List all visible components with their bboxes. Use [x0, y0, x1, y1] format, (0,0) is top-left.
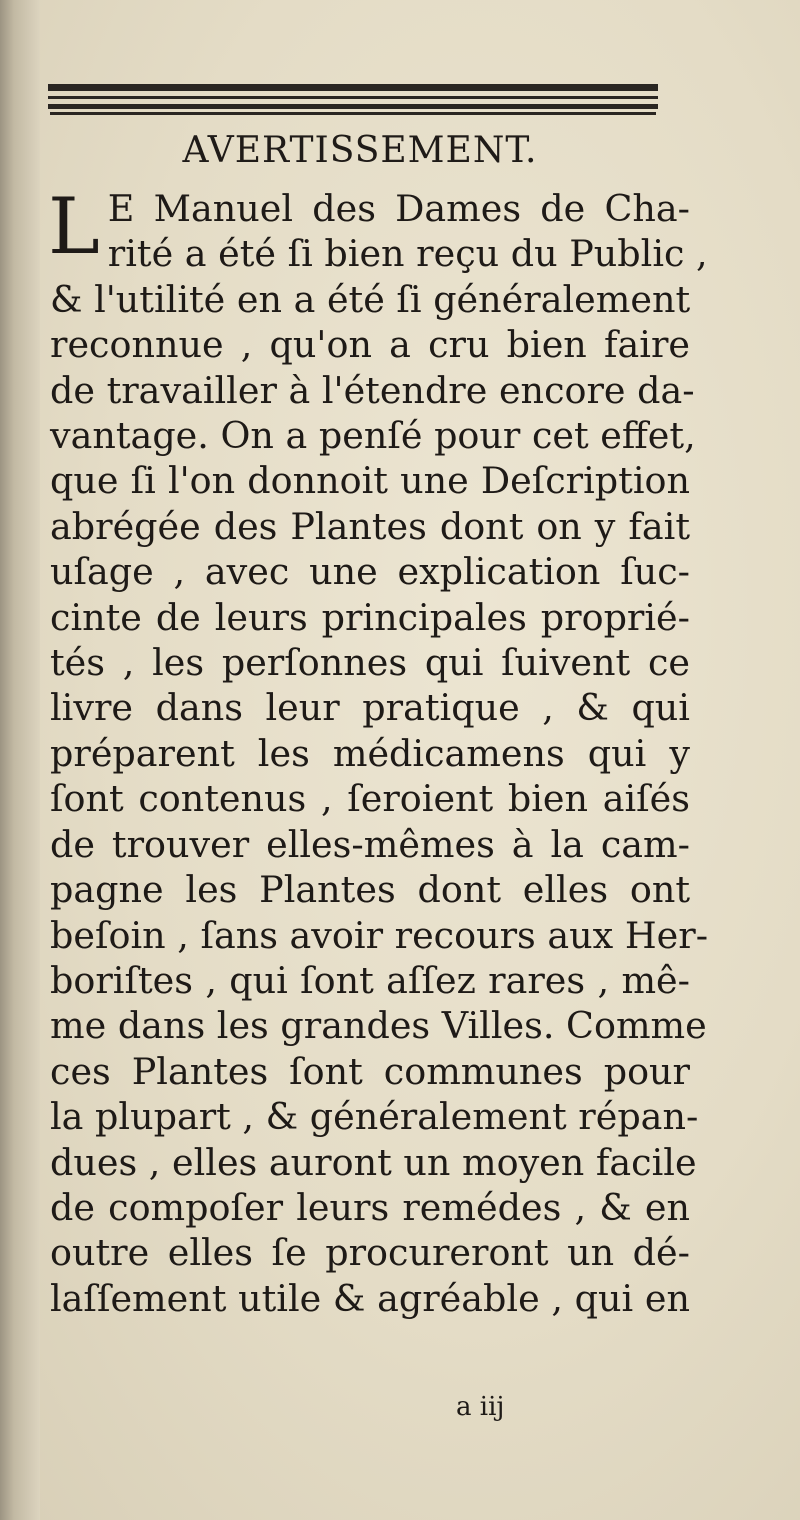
text-line: me dans les grandes Villes. Comme: [50, 1004, 707, 1048]
text-line: ſont contenus , ſeroient bien aiſés: [50, 777, 690, 821]
text-line: rité a été ſi bien reçu du Public ,: [107, 232, 708, 276]
text-line: de compoſer leurs remédes , & en: [50, 1185, 690, 1229]
text-line: laſſement utile & agréable , qui en: [50, 1276, 690, 1320]
text-line: ces Plantes ſont communes pour: [50, 1049, 690, 1093]
page-gutter-shadow: [0, 0, 40, 1520]
text-line: de travailler à l'étendre encore da-: [50, 368, 695, 412]
text-line: de trouver elles-mêmes à la cam-: [50, 822, 690, 866]
page-heading: AVERTISSEMENT.: [182, 130, 538, 171]
text-line: abrégée des Plantes dont on y fait: [50, 504, 690, 548]
text-line: vantage. On a penſé pour cet effet,: [50, 414, 696, 458]
drop-cap: L: [48, 182, 100, 272]
text-line: dues , elles auront un moyen facile: [50, 1140, 697, 1184]
text-line: E Manuel des Dames de Cha-: [107, 187, 690, 230]
text-line: reconnue , qu'on a cru bien faire: [50, 323, 690, 367]
text-line: tés , les perſonnes qui ſuivent ce: [50, 641, 690, 685]
text-line: cinte de leurs principales proprié-: [50, 595, 690, 639]
text-line: la plupart , & généralement répan-: [50, 1095, 699, 1139]
text-line: & l'utilité en a été ſi généralement: [50, 277, 691, 321]
text-line: pagne les Plantes dont elles ont: [50, 868, 690, 912]
text-line: boriſtes , qui ſont aſſez rares , mê-: [50, 958, 690, 1002]
ornamental-rule: [48, 96, 658, 99]
body-text: [48, 182, 709, 1321]
text-line: uſage , avec une explication ſuc-: [50, 550, 690, 594]
text-line: que ſi l'on donnoit une Deſcription: [50, 459, 690, 503]
signature-mark: a iij: [456, 1392, 505, 1422]
text-line: beſoin , ſans avoir recours aux Her-: [50, 913, 709, 957]
text-line: outre elles ſe procureront un dé-: [50, 1231, 690, 1275]
text-line: livre dans leur pratique , & qui: [50, 686, 690, 730]
ornamental-rule: [50, 112, 656, 115]
ornamental-rule: [48, 84, 658, 91]
text-line: préparent les médicamens qui y: [50, 731, 690, 775]
ornamental-rule: [48, 104, 658, 109]
